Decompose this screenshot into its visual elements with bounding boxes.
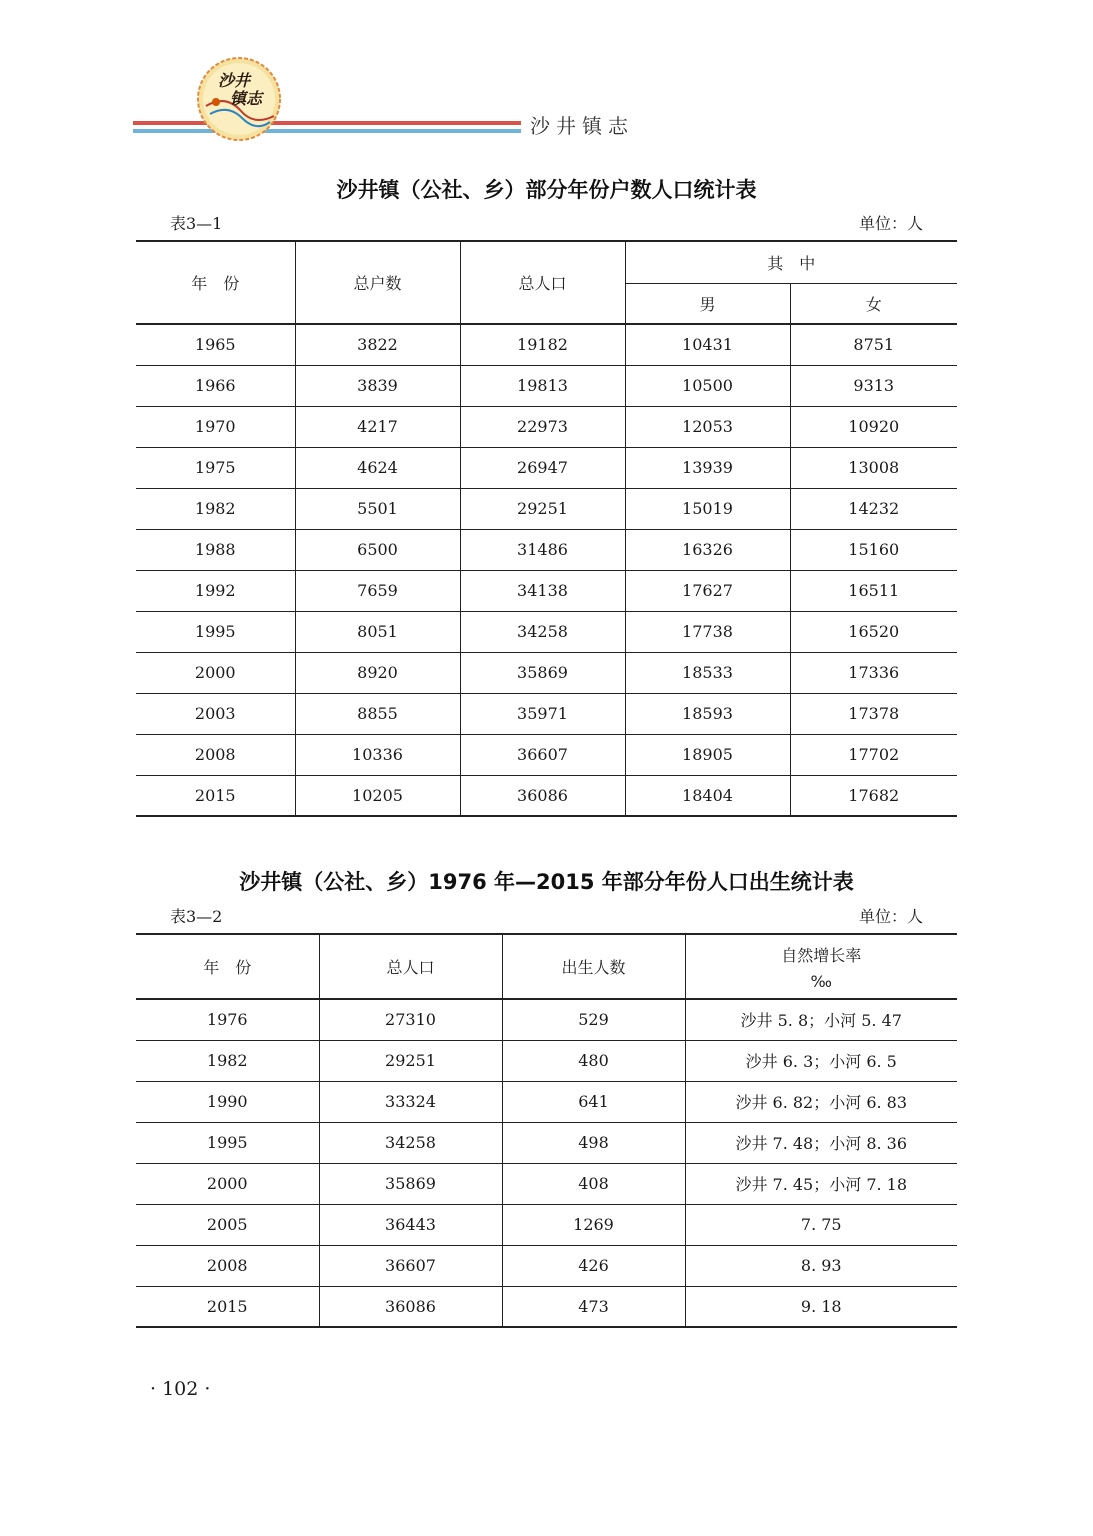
table-row	[136, 447, 957, 488]
table1-cell-households: 10336	[295, 734, 460, 775]
table2-cell-births: 426	[502, 1245, 685, 1286]
table1-cell-households: 4217	[295, 406, 460, 447]
table1-cell-households: 8051	[295, 611, 460, 652]
table2-cell-births: 1269	[502, 1204, 685, 1245]
table1-cell-female: 8751	[790, 324, 957, 365]
table1-number: 表3—1	[170, 214, 223, 233]
table1-cell-female: 16520	[790, 611, 957, 652]
table1-cell-male: 15019	[625, 488, 790, 529]
table2-header-year: 年 份	[136, 934, 319, 999]
table1-cell-year: 1966	[136, 365, 295, 406]
table2-cell-year: 2000	[136, 1163, 319, 1204]
table1-cell-population: 19813	[460, 365, 625, 406]
table1-cell-year: 1975	[136, 447, 295, 488]
table2-cell-population: 36443	[319, 1204, 502, 1245]
table2-cell-growth-rate: 沙井 5. 8；小河 5. 47	[685, 999, 957, 1040]
table1-title: 沙井镇（公社、乡）部分年份户数人口统计表	[336, 178, 757, 202]
table2-cell-year: 1982	[136, 1040, 319, 1081]
book-title: 沙井镇志	[530, 114, 634, 138]
table1-cell-female: 16511	[790, 570, 957, 611]
table2-cell-population: 33324	[319, 1081, 502, 1122]
table1-header-year: 年 份	[136, 241, 295, 324]
table2-cell-population: 36086	[319, 1286, 502, 1327]
table1-header-population: 总人口	[460, 241, 625, 324]
table1-cell-households: 8855	[295, 693, 460, 734]
table1-header-female: 女	[790, 283, 957, 324]
table1-cell-households: 7659	[295, 570, 460, 611]
table-row	[136, 406, 957, 447]
table2-header-growth-rate	[685, 934, 957, 999]
page-number: · 102 ·	[150, 1378, 211, 1400]
table-row	[136, 365, 957, 406]
table2-cell-births: 529	[502, 999, 685, 1040]
table1-cell-households: 8920	[295, 652, 460, 693]
table1-cell-population: 35971	[460, 693, 625, 734]
table-row	[136, 1163, 957, 1204]
table1-cell-female: 15160	[790, 529, 957, 570]
table2-cell-growth-rate: 沙井 6. 3；小河 6. 5	[685, 1040, 957, 1081]
table2-cell-population: 36607	[319, 1245, 502, 1286]
table-row	[136, 1245, 957, 1286]
table1-cell-year: 1970	[136, 406, 295, 447]
table1-cell-male: 16326	[625, 529, 790, 570]
table1-cell-households: 3839	[295, 365, 460, 406]
table2-cell-year: 1995	[136, 1122, 319, 1163]
table1-header-of-which: 其 中	[625, 241, 957, 283]
table2-cell-year: 1990	[136, 1081, 319, 1122]
table-row	[136, 1286, 957, 1327]
table2	[136, 933, 957, 1328]
table1-cell-female: 17378	[790, 693, 957, 734]
table1-cell-population: 36086	[460, 775, 625, 816]
table2-header-births: 出生人数	[502, 934, 685, 999]
table1-cell-households: 10205	[295, 775, 460, 816]
logo-text-line1: 沙井	[218, 71, 251, 90]
table1-cell-year: 2000	[136, 652, 295, 693]
table1-cell-male: 18905	[625, 734, 790, 775]
table1-cell-population: 34138	[460, 570, 625, 611]
table-row	[136, 1122, 957, 1163]
table2-cell-population: 34258	[319, 1122, 502, 1163]
table1-cell-households: 4624	[295, 447, 460, 488]
table1-cell-households: 3822	[295, 324, 460, 365]
table1-unit: 单位：人	[858, 214, 923, 233]
table-row	[136, 734, 957, 775]
table1-cell-male: 18593	[625, 693, 790, 734]
table-row	[136, 693, 957, 734]
table-row	[136, 1040, 957, 1081]
table-row	[136, 1204, 957, 1245]
table1-cell-population: 35869	[460, 652, 625, 693]
header-red-rule	[133, 121, 521, 125]
table2-cell-growth-rate: 7. 75	[685, 1204, 957, 1245]
table1-cell-population: 26947	[460, 447, 625, 488]
table1-cell-female: 14232	[790, 488, 957, 529]
table1-cell-households: 6500	[295, 529, 460, 570]
table2-header-population: 总人口	[319, 934, 502, 999]
table2-cell-growth-rate: 沙井 7. 48；小河 8. 36	[685, 1122, 957, 1163]
table1-cell-year: 1965	[136, 324, 295, 365]
table1-cell-male: 18404	[625, 775, 790, 816]
table2-cell-births: 480	[502, 1040, 685, 1081]
table2-cell-growth-rate: 9. 18	[685, 1286, 957, 1327]
table1-cell-year: 2003	[136, 693, 295, 734]
table-row	[136, 488, 957, 529]
table2-header-growth-unit: ‰	[810, 971, 832, 991]
table1-cell-male: 18533	[625, 652, 790, 693]
table1-cell-year: 2008	[136, 734, 295, 775]
table1-cell-year: 1982	[136, 488, 295, 529]
table2-cell-year: 1976	[136, 999, 319, 1040]
table1-cell-female: 17702	[790, 734, 957, 775]
table1	[136, 240, 957, 817]
table1-cell-female: 10920	[790, 406, 957, 447]
table1-cell-population: 22973	[460, 406, 625, 447]
table-row	[136, 529, 957, 570]
table1-header-households: 总户数	[295, 241, 460, 324]
table2-cell-growth-rate: 沙井 7. 45；小河 7. 18	[685, 1163, 957, 1204]
table1-cell-year: 1988	[136, 529, 295, 570]
table1-cell-male: 13939	[625, 447, 790, 488]
table1-cell-year: 2015	[136, 775, 295, 816]
table2-title: 沙井镇（公社、乡）1976 年—2015 年部分年份人口出生统计表	[239, 870, 854, 894]
table1-cell-male: 12053	[625, 406, 790, 447]
table2-cell-population: 35869	[319, 1163, 502, 1204]
table2-cell-births: 498	[502, 1122, 685, 1163]
table1-cell-male: 10500	[625, 365, 790, 406]
table-row	[136, 324, 957, 365]
logo-text-line2: 镇志	[230, 89, 263, 108]
table2-cell-births: 408	[502, 1163, 685, 1204]
table1-cell-population: 29251	[460, 488, 625, 529]
table2-cell-growth-rate: 8. 93	[685, 1245, 957, 1286]
table1-cell-female: 17336	[790, 652, 957, 693]
table1-cell-population: 19182	[460, 324, 625, 365]
table1-cell-female: 9313	[790, 365, 957, 406]
table-row	[136, 775, 957, 816]
table1-cell-female: 13008	[790, 447, 957, 488]
table1-cell-households: 5501	[295, 488, 460, 529]
table2-header-growth-label: 自然增长率	[781, 945, 862, 965]
table1-cell-male: 17627	[625, 570, 790, 611]
table2-number: 表3—2	[170, 907, 223, 926]
table2-unit: 单位：人	[858, 907, 923, 926]
header-blue-rule	[133, 129, 521, 133]
table2-cell-year: 2005	[136, 1204, 319, 1245]
table2-cell-growth-rate: 沙井 6. 82；小河 6. 83	[685, 1081, 957, 1122]
table-row	[136, 611, 957, 652]
table1-cell-population: 34258	[460, 611, 625, 652]
page-header	[0, 0, 1093, 150]
table-row	[136, 1081, 957, 1122]
table2-cell-year: 2008	[136, 1245, 319, 1286]
table1-cell-year: 1992	[136, 570, 295, 611]
table1-cell-male: 17738	[625, 611, 790, 652]
table2-cell-births: 641	[502, 1081, 685, 1122]
table1-cell-population: 31486	[460, 529, 625, 570]
table1-cell-female: 17682	[790, 775, 957, 816]
table1-cell-male: 10431	[625, 324, 790, 365]
table2-cell-population: 29251	[319, 1040, 502, 1081]
table1-header-male: 男	[625, 283, 790, 324]
table2-cell-year: 2015	[136, 1286, 319, 1327]
table1-cell-year: 1995	[136, 611, 295, 652]
table-row	[136, 652, 957, 693]
table2-cell-births: 473	[502, 1286, 685, 1327]
table-row	[136, 999, 957, 1040]
table2-cell-population: 27310	[319, 999, 502, 1040]
book-logo	[196, 56, 282, 142]
table-row	[136, 570, 957, 611]
table1-cell-population: 36607	[460, 734, 625, 775]
